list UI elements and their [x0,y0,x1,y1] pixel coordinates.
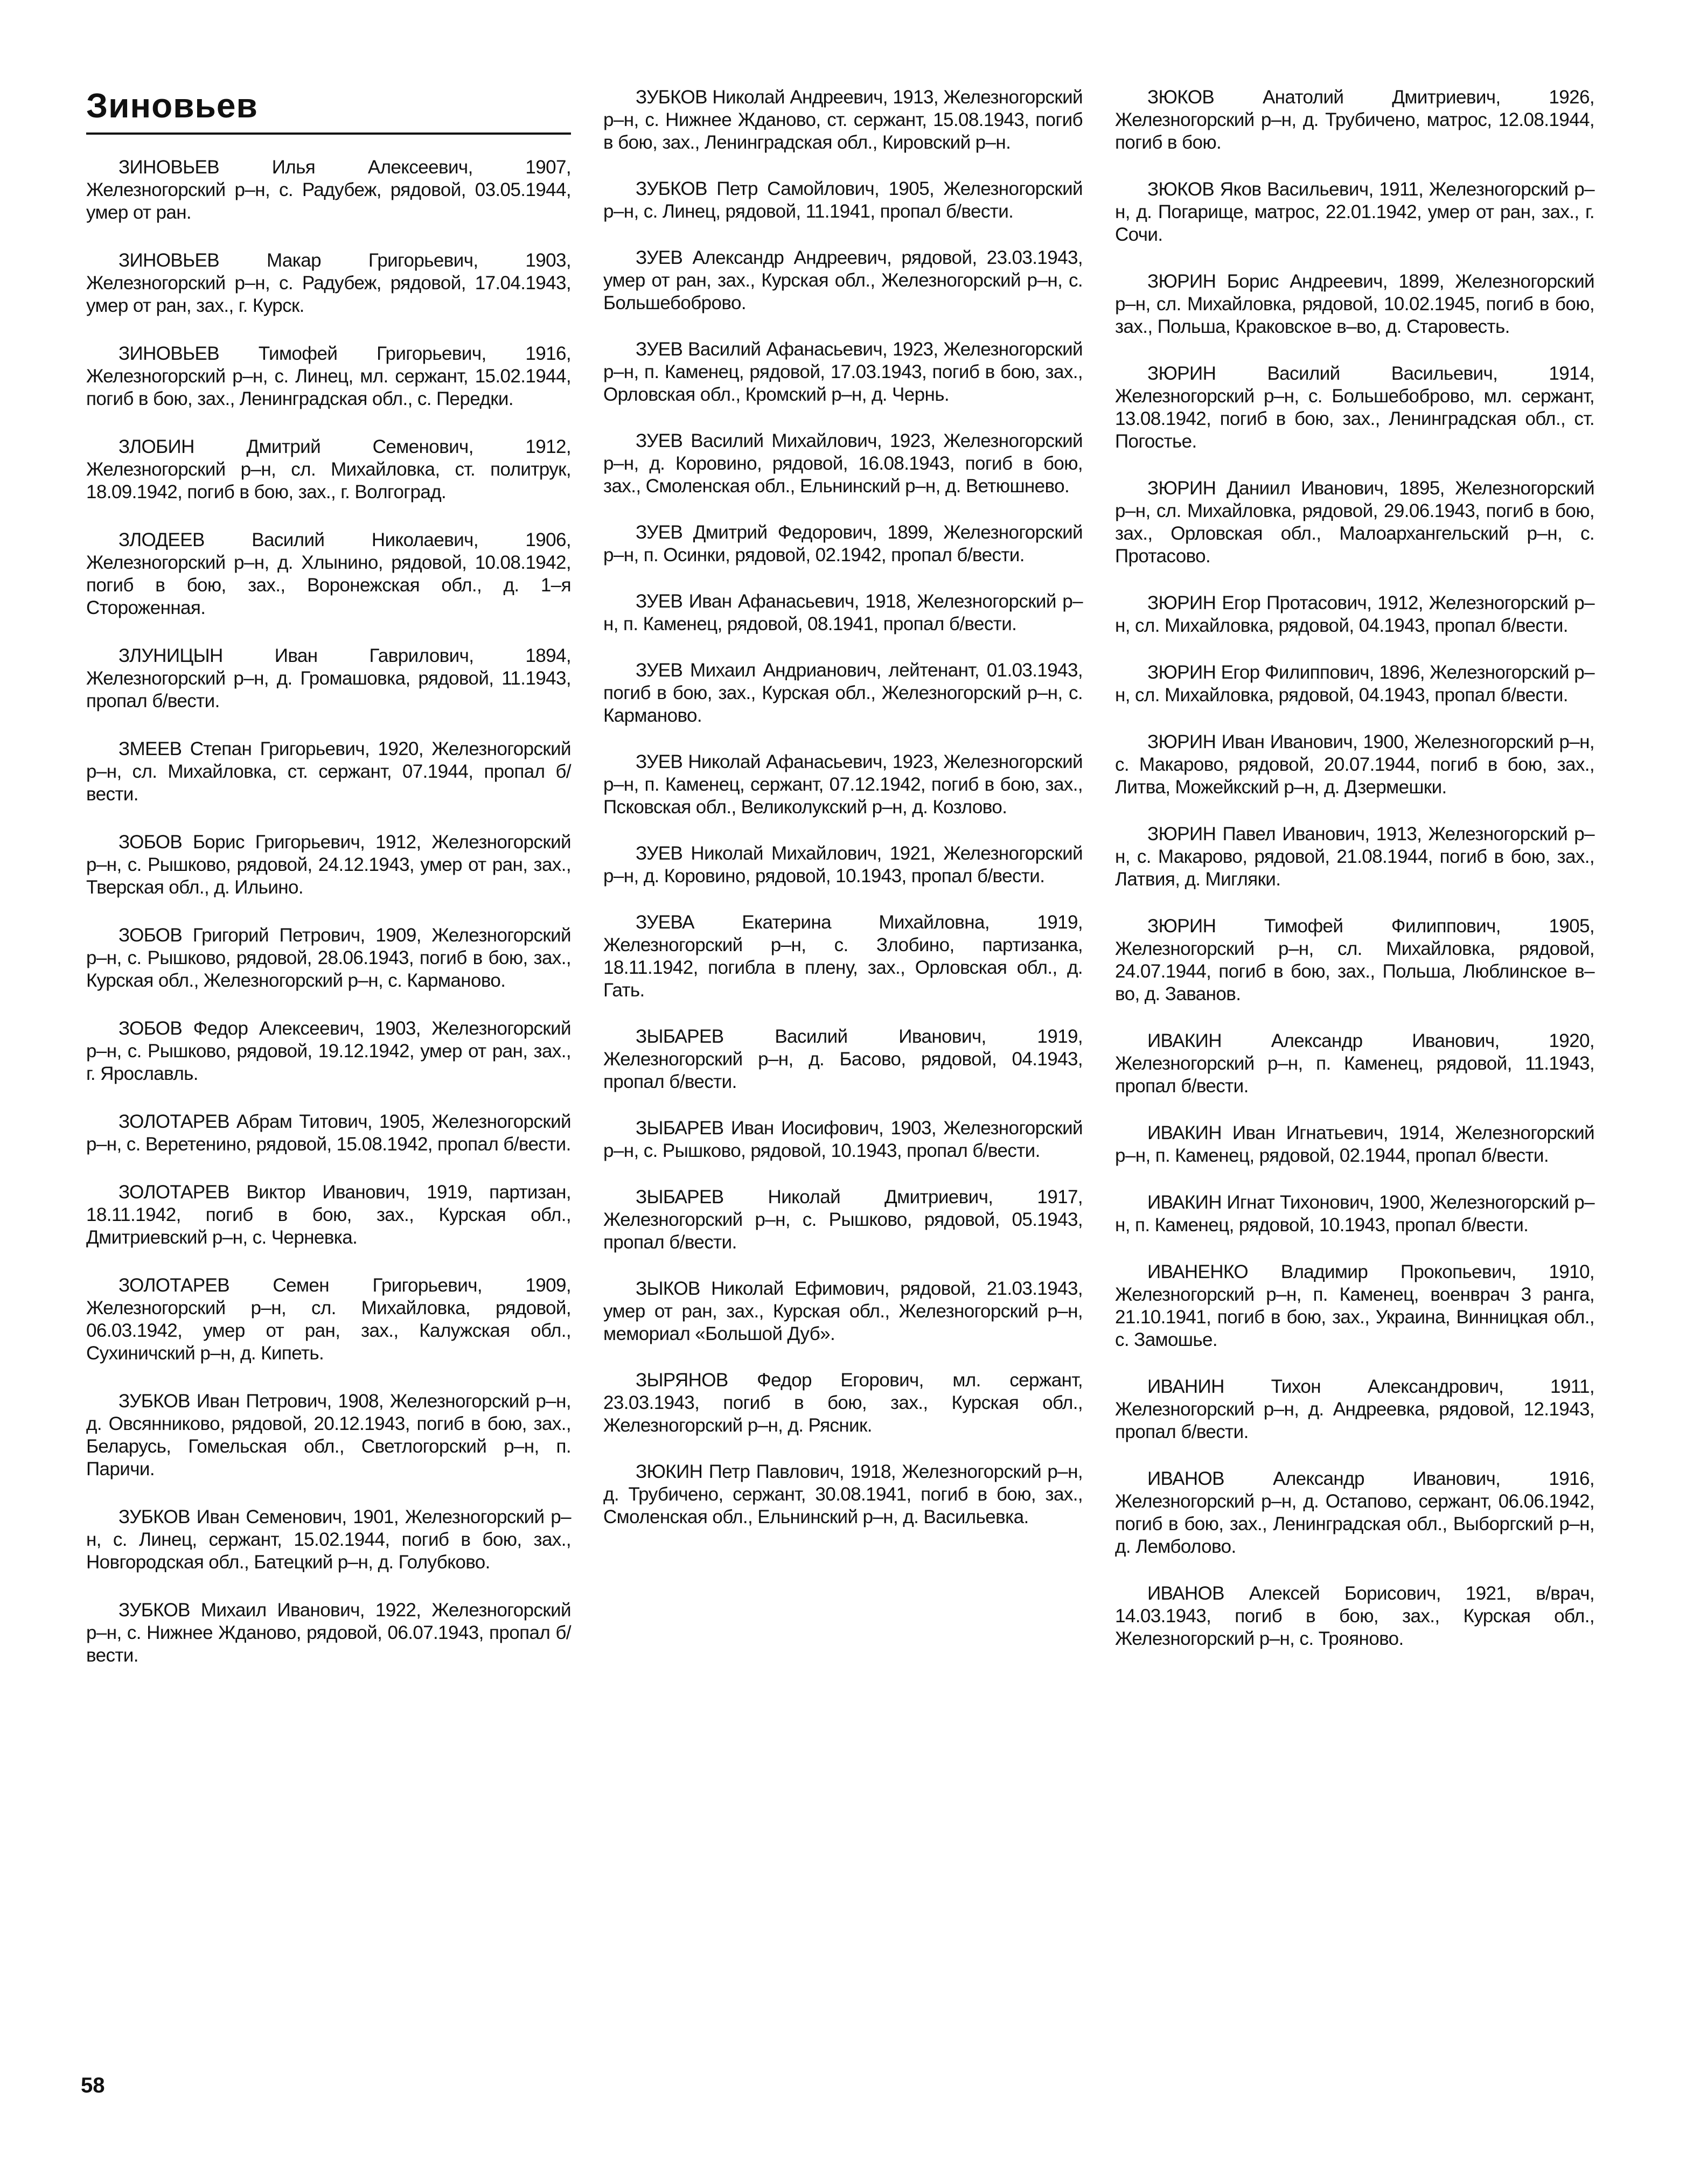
entry-surname: ЗЮРИН [1147,592,1216,613]
entry-details: Егор Протасович, 1912, Железногорский р–н, сл. Михайловка, рядовой, 04.1943, пропал б/вести. [1115,592,1595,636]
list-item [1115,1030,1594,1098]
list-item [603,659,1083,727]
entry-details: Даниил Иванович, 1895, Железногорский р–н, сл. Михайловка, рядовой, 29.06.1943, погиб в бою, зах., Орловская обл., Малоархангельский р–н, с. Протасово. [1115,478,1595,567]
list-item [1115,823,1594,891]
entry-surname: ЗОЛОТАРЕВ [119,1111,229,1132]
list-item [603,247,1083,315]
list-item [1115,362,1594,453]
entry-details: Василий Иванович, 1919, Железногорский р–н, д. Басово, рядовой, 04.1943, пропал б/вести. [603,1026,1083,1092]
entry-details: Тихон Александрович, 1911, Железногорский р–н, д. Андреевка, рядовой, 12.1943, пропал б/вести. [1115,1376,1594,1442]
entry-details: Егор Филиппович, 1896, Железногорский р–н, сл. Михайловка, рядовой, 04.1943, пропал б/вести. [1115,662,1594,706]
list-item [86,1599,571,1667]
entry-details: Михаил Иванович, 1922, Железногорский р–н, с. Нижнее Жданово, рядовой, 06.07.1943, пропал б/вести. [86,1600,571,1666]
list-item [1115,592,1594,637]
entry-surname: ЗЫБАРЕВ [636,1026,724,1047]
list-item [86,249,571,317]
entry-details: Василий Афанасьевич, 1923, Железногорский р–н, п. Каменец, рядовой, 17.03.1943, погиб в бою, зах., Орловская обл., Кромский р–н, д. Чернь. [603,339,1083,405]
list-item [86,1390,571,1481]
entry-details: Тимофей Филиппович, 1905, Железногорский р–н, сл. Михайловка, рядовой, 24.07.1944, погиб в бою, зах., Польша, Люблинское в–во, д. Заванов. [1115,916,1594,1004]
entry-details: Александр Иванович, 1920, Железногорский р–н, п. Каменец, рядовой, 11.1943, пропал б/вести. [1115,1030,1595,1097]
entry-details: Григорий Петрович, 1909, Железногорский р–н, с. Рышково, рядовой, 28.06.1943, погиб в бою, зах., Курская обл., Железногорский р–н, с. Карманово. [86,925,571,991]
entry-details: Василий Николаевич, 1906, Железногорский р–н, д. Хлынино, рядовой, 10.08.1942, погиб в бою, зах., Воронежская обл., д. 1–я Стороженная. [86,529,572,618]
entry-surname: ЗЛУНИЦЫН [119,645,223,666]
column-2 [603,86,1083,1552]
entry-surname: ЗЮРИН [1147,731,1216,752]
entry-details: Александр Иванович, 1916, Железногорский р–н, д. Остапово, сержант, 06.06.1942, погиб в бою, зах., Ленинградская обл., Выборгский р–н, д. Лемболово. [1115,1468,1595,1557]
entry-list [1115,86,1594,1650]
entry-details: Петр Павлович, 1918, Железногорский р–н, д. Трубичено, сержант, 30.08.1941, погиб в бою, зах., Смоленская обл., Ельнинский р–н, д. Васильевка. [603,1461,1083,1527]
list-item [1115,661,1594,707]
entry-list [86,156,571,1667]
entry-surname: ИВАКИН [1147,1192,1222,1213]
entry-details: Абрам Титович, 1905, Железногорский р–н, с. Веретенино, рядовой, 15.08.1942, пропал б/вести. [86,1111,571,1155]
entry-details: Яков Васильевич, 1911, Железногорский р–н, д. Погарище, матрос, 22.01.1942, умер от ран, зах., г. Сочи. [1115,179,1595,245]
list-item [1115,1468,1594,1558]
entry-surname: ЗЛОДЕЕВ [119,529,205,550]
list-item [603,430,1083,498]
list-item [86,529,571,619]
entry-surname: ЗУЕВ [636,591,683,612]
entry-details: Алексей Борисович, 1921, в/врач, 14.03.1943, погиб в бою, зах., Курская обл., Железногорский р–н, с. Трояново. [1115,1583,1594,1649]
entry-surname: ЗУБКОВ [119,1600,190,1621]
entry-surname: ЗЫКОВ [636,1278,700,1299]
list-item [86,1181,571,1249]
entry-details: Екатерина Михайловна, 1919, Железногорский р–н, с. Злобино, партизанка, 18.11.1942, погибла в плену, зах., Орловская обл., д. Гать. [603,912,1083,1001]
entry-details: Илья Алексеевич, 1907, Железногорский р–н, с. Радубеж, рядовой, 03.05.1944, умер от ран. [86,157,572,223]
list-item [86,156,571,224]
entry-details: Семен Григорьевич, 1909, Железногорский р–н, сл. Михайловка, рядовой, 06.03.1942, умер от ран, зах., Калужская обл., Сухиничский р–н, д. Кипеть. [86,1275,571,1364]
list-item [603,590,1083,636]
list-item [86,924,571,992]
entry-surname: ЗУЕВ [636,339,683,360]
entry-surname: ЗОБОВ [119,1018,183,1039]
entry-details: Дмитрий Федорович, 1899, Железногорский р–н, п. Осинки, рядовой, 02.1942, пропал б/вести. [603,522,1083,566]
entry-surname: ЗЮРИН [1147,662,1216,683]
page-number: 58 [81,2074,105,2097]
entry-list [603,86,1083,1529]
entry-details: Дмитрий Семенович, 1912, Железногорский р–н, сл. Михайловка, ст. политрук, 18.09.1942, погиб в бою, зах., г. Волгоград. [86,436,571,503]
entry-surname: ЗЫБАРЕВ [636,1187,724,1208]
entry-details: Борис Андреевич, 1899, Железногорский р–н, сл. Михайловка, рядовой, 10.02.1945, погиб в бою, зах., Польша, Краковское в–во, д. Старовесть. [1115,271,1594,337]
entry-surname: ЗУЕВ [636,843,683,864]
entry-surname: ЗОЛОТАРЕВ [119,1275,229,1296]
entry-details: Михаил Андрианович, лейтенант, 01.03.1943, погиб в бою, зах., Курская обл., Железногорский р–н, с. Карманово. [603,660,1083,726]
list-item [86,1017,571,1085]
list-item [1115,731,1594,799]
list-item [603,1369,1083,1437]
entry-details: Владимир Прокопьевич, 1910, Железногорский р–н, п. Каменец, военврач 3 ранга, 21.10.1941, погиб в бою, зах., Украина, Винницкая обл., с. Замошье. [1115,1261,1594,1350]
list-item [86,738,571,806]
entry-surname: ИВАНИН [1147,1376,1224,1397]
list-item [603,1278,1083,1345]
entry-surname: ЗУБКОВ [636,178,707,199]
entry-details: Иван Афанасьевич, 1918, Железногорский р–н, п. Каменец, рядовой, 08.1941, пропал б/вести. [603,591,1083,634]
entry-details: Виктор Иванович, 1919, партизан, 18.11.1942, погиб в бою, зах., Курская обл., Дмитриевский р–н, с. Черневка. [86,1182,571,1248]
entry-surname: ЗУЕВ [636,751,683,772]
entry-surname: ЗОБОВ [119,832,183,853]
entry-surname: ЗОЛОТАРЕВ [119,1182,229,1203]
entry-surname: ЗЫРЯНОВ [636,1370,728,1391]
list-item [86,645,571,713]
entry-surname: ИВАНОВ [1147,1583,1224,1604]
entry-surname: ЗЮРИН [1147,363,1216,384]
entry-surname: ЗЮРИН [1147,824,1216,845]
entry-details: Николай Афанасьевич, 1923, Железногорский р–н, п. Каменец, сержант, 07.12.1942, погиб в бою, зах., Псковская обл., Великолукский р–н, д. Козлово. [603,751,1083,818]
entry-surname: ИВАКИН [1147,1122,1222,1143]
entry-details: Федор Егорович, мл. сержант, 23.03.1943, погиб в бою, зах., Курская обл., Железногорский р–н, д. Рясник. [603,1370,1083,1436]
list-item [603,338,1083,406]
list-item [1115,1261,1594,1351]
entry-details: Макар Григорьевич, 1903, Железногорский р–н, с. Радубеж, рядовой, 17.04.1943, умер от ран, зах., г. Курск. [86,250,571,316]
entry-details: Василий Михайлович, 1923, Железногорский р–н, д. Коровино, рядовой, 16.08.1943, погиб в бою, зах., Смоленская обл., Ельнинский р–н, д. Ветюшнево. [603,430,1083,497]
list-item [86,1111,571,1156]
list-item [603,751,1083,819]
entry-surname: ЗИНОВЬЕВ [119,343,219,364]
list-item [603,521,1083,567]
entry-details: Николай Ефимович, рядовой, 21.03.1943, умер от ран, зах., Курская обл., Железногорский р–н, мемориал «Большой Дуб». [603,1278,1083,1344]
list-item [1115,1376,1594,1443]
list-item [1115,477,1594,568]
list-item [603,1117,1083,1162]
entry-details: Иван Семенович, 1901, Железногорский р–н, с. Линец, сержант, 15.02.1944, погиб в бою, зах., Новгородская обл., Батецкий р–н, д. Голубково. [86,1506,572,1573]
entry-surname: ЗУЕВ [636,660,683,681]
entry-details: Иван Игнатьевич, 1914, Железногорский р–н, п. Каменец, рядовой, 02.1944, пропал б/вести. [1115,1122,1594,1166]
entry-surname: ЗЮРИН [1147,916,1216,937]
entry-details: Николай Дмитриевич, 1917, Железногорский р–н, с. Рышково, рядовой, 05.1943, пропал б/вести. [603,1187,1083,1253]
entry-surname: ЗУЕВА [636,912,694,933]
entry-surname: ЗОБОВ [119,925,183,946]
entry-surname: ИВАНЕНКО [1147,1261,1248,1282]
entry-surname: ЗЮКОВ [1147,87,1215,108]
entry-details: Иван Иванович, 1900, Железногорский р–н, с. Макарово, рядовой, 20.07.1944, погиб в бою, зах., Литва, Можейкский р–н, д. Дзермешки. [1115,731,1594,798]
entry-surname: ЗУЕВ [636,247,683,268]
entry-details: Василий Васильевич, 1914, Железногорский р–н, с. Большебоброво, мл. сержант, 13.08.1942, погиб в бою, зах., Ленинградская обл., ст. Погостье. [1115,363,1594,452]
list-item [603,1025,1083,1093]
entry-surname: ЗЛОБИН [119,436,194,457]
list-item [86,343,571,410]
entry-details: Игнат Тихонович, 1900, Железногорский р–н, п. Каменец, рядовой, 10.1943, пропал б/вести. [1115,1192,1594,1236]
list-item [1115,86,1594,154]
entry-surname: ЗУБКОВ [636,87,707,108]
column-3 [1115,86,1594,1674]
column-1 [86,86,571,1692]
entry-surname: ЗЮКИН [636,1461,703,1482]
list-item [603,911,1083,1002]
entry-surname: ЗУЕВ [636,430,683,451]
list-item [1115,1191,1594,1237]
entry-surname: ЗМЕЕВ [119,738,182,759]
list-item [603,842,1083,888]
list-item [603,86,1083,154]
entry-surname: ЗУЕВ [636,522,683,543]
list-item [1115,1582,1594,1650]
entry-surname: ЗУБКОВ [119,1391,190,1412]
list-item [86,1274,571,1365]
entry-details: Анатолий Дмитриевич, 1926, Железногорский р–н, д. Трубичено, матрос, 12.08.1944, погиб в бою. [1115,87,1594,153]
list-item [603,178,1083,223]
list-item [1115,915,1594,1006]
entry-surname: ЗЫБАРЕВ [636,1118,724,1139]
entry-details: Павел Иванович, 1913, Железногорский р–н, с. Макарово, рядовой, 21.08.1944, погиб в бою, зах., Латвия, д. Мигляки. [1115,824,1594,890]
entry-details: Степан Григорьевич, 1920, Железногорский р–н, сл. Михайловка, ст. сержант, 07.1944, пропал б/вести. [86,738,571,805]
list-item [603,1186,1083,1254]
entry-surname: ИВАКИН [1147,1030,1222,1051]
list-item [86,436,571,504]
entry-details: Иван Петрович, 1908, Железногорский р–н, д. Овсянниково, рядовой, 20.12.1943, погиб в бою, зах., Беларусь, Гомельская обл., Светлогорский р–н, п. Паричи. [86,1391,571,1480]
entry-details: Николай Михайлович, 1921, Железногорский р–н, д. Коровино, рядовой, 10.1943, пропал б/вести. [603,843,1083,887]
entry-details: Федор Алексеевич, 1903, Железногорский р–н, с. Рышково, рядовой, 19.12.1942, умер от ран, зах., г. Ярославль. [86,1018,571,1084]
list-item [1115,1122,1594,1167]
entry-details: Иван Иосифович, 1903, Железногорский р–н, с. Рышково, рядовой, 10.1943, пропал б/вести. [603,1118,1083,1161]
entry-details: Николай Андреевич, 1913, Железногорский р–н, с. Нижнее Жданово, ст. сержант, 15.08.1943, погиб в бою, зах., Ленинградская обл., Кировский р–н. [603,87,1083,153]
entry-surname: ЗЮКОВ [1147,179,1215,200]
list-item [86,1506,571,1574]
entry-details: Борис Григорьевич, 1912, Железногорский р–н, с. Рышково, рядовой, 24.12.1943, умер от ран, зах., Тверская обл., д. Ильино. [86,832,572,898]
entry-surname: ЗИНОВЬЕВ [119,157,219,178]
entry-surname: ЗУБКОВ [119,1506,190,1527]
entry-surname: ЗЮРИН [1147,478,1216,499]
entry-details: Иван Гаврилович, 1894, Железногорский р–н, д. Громашовка, рядовой, 11.1943, пропал б/вести. [86,645,571,711]
entry-surname: ЗЮРИН [1147,271,1216,292]
entry-details: Александр Андреевич, рядовой, 23.03.1943, умер от ран, зах., Курская обл., Железногорский р–н, с. Большебоброво. [603,247,1083,313]
list-item [1115,178,1594,246]
entry-surname: ИВАНОВ [1147,1468,1224,1489]
entry-details: Тимофей Григорьевич, 1916, Железногорский р–н, с. Линец, мл. сержант, 15.02.1944, погиб в бою, зах., Ленинградская обл., с. Передки. [86,343,571,409]
list-item [86,831,571,899]
list-item [603,1461,1083,1529]
section-title: Зиновьев [86,86,571,135]
list-item [1115,270,1594,338]
entry-surname: ЗИНОВЬЕВ [119,250,219,271]
entry-details: Петр Самойлович, 1905, Железногорский р–н, с. Линец, рядовой, 11.1941, пропал б/вести. [603,178,1083,222]
